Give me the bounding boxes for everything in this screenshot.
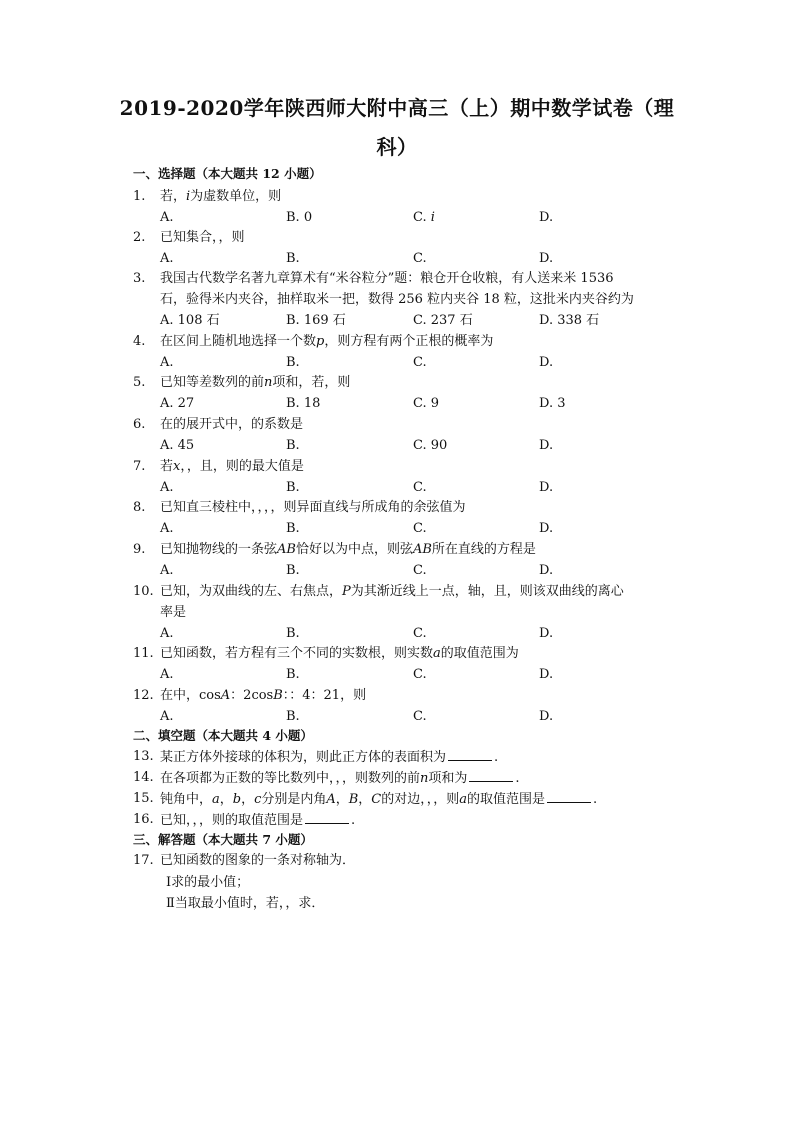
question-end: .: [515, 771, 520, 786]
option-c: C. 𝑖: [413, 210, 435, 225]
option-c: C. 90: [413, 438, 448, 453]
question-stem: 已知直三棱柱中，，，，则异面直线与所成角的余弦值为: [160, 500, 466, 515]
question-number: 11.: [133, 646, 154, 661]
question-end: .: [351, 813, 356, 828]
option-a: A. 108 石: [160, 313, 220, 328]
answer-blank: [547, 790, 591, 803]
question-number: 6.: [133, 417, 146, 432]
question-number: 3.: [133, 271, 146, 286]
option-d: D.: [539, 709, 554, 724]
question-number: 1.: [133, 189, 146, 204]
question-stem: 率是: [160, 605, 187, 620]
option-c: C. 9: [413, 396, 440, 411]
fill-question: [160, 748, 498, 767]
option-b: B.: [286, 438, 300, 453]
option-a: A.: [160, 355, 174, 370]
section-fill-heading: 二、填空题（本大题共 4 小题）: [133, 728, 313, 743]
option-c: C.: [413, 355, 427, 370]
option-b: B.: [286, 355, 300, 370]
question-stem: 已知等差数列的前𝑛项和，若，则: [160, 375, 351, 390]
option-c: C. 237 石: [413, 313, 473, 328]
option-b: B.: [286, 667, 300, 682]
option-b: B. 18: [286, 396, 321, 411]
fill-question: [160, 811, 355, 830]
option-b: B. 0: [286, 210, 313, 225]
question-stem: 已知函数的图象的一条对称轴为．: [160, 853, 356, 868]
option-a: A.: [160, 667, 174, 682]
question-number: 15.: [133, 791, 154, 806]
question-stem: 已知，，，则的取值范围是: [160, 813, 304, 828]
option-c: C.: [413, 251, 427, 266]
question-stem: 在各项都为正数的等比数列中，，，则数列的前𝑛项和为: [160, 771, 468, 786]
question-stem: 若，𝑖为虚数单位，则: [160, 189, 282, 204]
option-c: C.: [413, 667, 427, 682]
option-a: A.: [160, 251, 174, 266]
question-stem: 在中，cos𝐴：2cos𝐵：：4：21，则: [160, 688, 367, 703]
question-number: 5.: [133, 375, 146, 390]
option-c: C.: [413, 709, 427, 724]
question-stem: 已知函数，若方程有三个不同的实数根，则实数𝑎的取值范围为: [160, 646, 519, 661]
option-a: A.: [160, 480, 174, 495]
fill-question: [160, 769, 520, 788]
option-d: D.: [539, 480, 554, 495]
section-choice-heading: 一、选择题（本大题共 12 小题）: [133, 166, 322, 181]
option-c: C.: [413, 563, 427, 578]
option-b: B. 169 石: [286, 313, 346, 328]
question-number: 8.: [133, 500, 146, 515]
question-stem: 钝角中，𝑎，𝑏，𝑐分别是内角𝐴，𝐵，𝐶的对边，，，则𝑎的取值范围是: [160, 792, 545, 807]
option-d: D.: [539, 667, 554, 682]
option-a: A.: [160, 521, 174, 536]
option-a: A. 45: [160, 438, 195, 453]
option-b: B.: [286, 480, 300, 495]
option-d: D.: [539, 251, 554, 266]
section-solve-heading: 三、解答题（本大题共 7 小题）: [133, 832, 313, 847]
question-stem: 已知集合，，则: [160, 230, 245, 245]
option-a: A.: [160, 210, 174, 225]
question-stem: 在区间上随机地选择一个数𝑝，则方程有两个正根的概率为: [160, 334, 494, 349]
question-stem: 在的展开式中，的系数是: [160, 417, 304, 432]
question-part-1: Ⅰ求的最小值；: [166, 875, 250, 890]
option-d: D.: [539, 438, 554, 453]
option-a: A.: [160, 563, 174, 578]
option-d: D.: [539, 563, 554, 578]
question-stem: 我国古代数学名著九章算术有“米谷粒分”题：粮仓开仓收粮，有人送来米 1536: [160, 271, 614, 286]
question-stem: 已知，为双曲线的左、右焦点，𝑃为其渐近线上一点，轴，且，则该双曲线的离心: [160, 584, 624, 599]
question-stem: 某正方体外接球的体积为，则此正方体的表面积为: [160, 750, 447, 765]
question-number: 9.: [133, 542, 146, 557]
question-number: 12.: [133, 688, 154, 703]
option-d: D. 3: [539, 396, 566, 411]
option-c: C.: [413, 480, 427, 495]
question-number: 4.: [133, 334, 146, 349]
option-b: B.: [286, 563, 300, 578]
question-stem: 若𝑥，，且，则的最大值是: [160, 459, 304, 474]
option-b: B.: [286, 521, 300, 536]
answer-blank: [448, 748, 492, 761]
question-number: 16.: [133, 812, 154, 827]
option-b: B.: [286, 251, 300, 266]
option-c: C.: [413, 521, 427, 536]
option-a: A. 27: [160, 396, 195, 411]
question-part-2: Ⅱ当取最小值时，若，，求．: [166, 896, 325, 911]
option-d: D.: [539, 355, 554, 370]
question-number: 17.: [133, 853, 154, 868]
option-d: D. 338 石: [539, 313, 600, 328]
question-number: 14.: [133, 770, 154, 785]
exam-title-line2: 科）: [376, 135, 418, 159]
exam-title-line1: 2019-2020学年陕西师大附中高三（上）期中数学试卷（理: [119, 96, 675, 120]
fill-question: [160, 790, 597, 809]
question-end: .: [593, 792, 598, 807]
option-d: D.: [539, 210, 554, 225]
option-a: A.: [160, 626, 174, 641]
answer-blank: [469, 769, 513, 782]
question-number: 7.: [133, 459, 146, 474]
option-d: D.: [539, 521, 554, 536]
question-stem: 石，验得米内夹谷，抽样取米一把，数得 256 粒内夹谷 18 粒，这批米内夹谷约为: [160, 292, 634, 307]
option-b: B.: [286, 626, 300, 641]
option-d: D.: [539, 626, 554, 641]
answer-blank: [305, 811, 349, 824]
question-number: 13.: [133, 749, 154, 764]
question-number: 2.: [133, 230, 146, 245]
question-end: .: [494, 750, 499, 765]
option-a: A.: [160, 709, 174, 724]
question-stem: 已知抛物线的一条弦𝐴𝐵恰好以为中点，则弦𝐴𝐵所在直线的方程是: [160, 542, 536, 557]
question-number: 10.: [133, 584, 154, 599]
option-c: C.: [413, 626, 427, 641]
option-b: B.: [286, 709, 300, 724]
